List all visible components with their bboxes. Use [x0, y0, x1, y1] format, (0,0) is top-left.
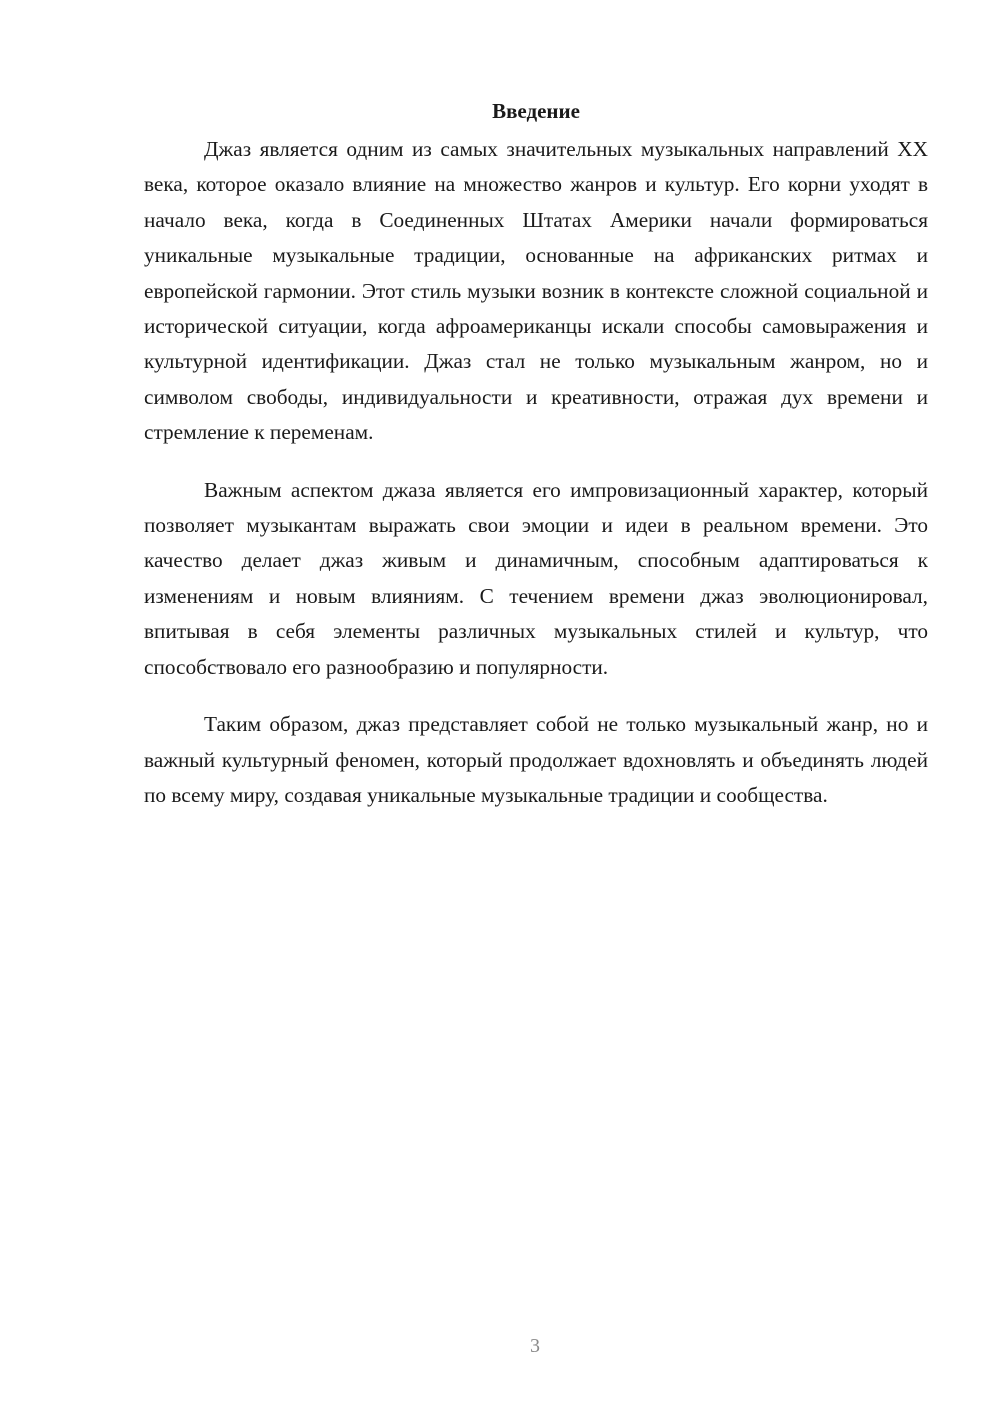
- page-number: 3: [530, 1335, 540, 1357]
- section-heading: Введение: [492, 99, 580, 123]
- page-content: [144, 96, 928, 835]
- paragraph-2: Важным аспектом джаза является его импровизационный характер, который позволяет музыкантам выражать свои эмоции и идеи в реальном времени. Это качество делает джаз живым и динамичным, способным адаптироваться к изменениям и новым влияниям. С течением времени джаз эволюционировал, впитывая в себя элементы различных музыкальных стилей и культур, что способствовало его разнообразию и популярности.: [144, 477, 928, 679]
- paragraph-1: Джаз является одним из самых значительных музыкальных направлений XX века, которое оказало влияние на множество жанров и культур. Его корни уходят в начало века, когда в Соединенных Штатах Америки начали формироваться уникальные музыкальные традиции, основанные на африканских ритмах и европейской гармонии. Этот стиль музыки возник в контексте сложной социальной и исторической ситуации, когда афроамериканцы искали способы самовыражения и культурной идентификации. Джаз стал не только музыкальным жанром, но и символом свободы, индивидуальности и креативности, отражая дух времени и стремление к переменам.: [144, 137, 928, 445]
- paragraph-3: Таким образом, джаз представляет собой не только музыкальный жанр, но и важный культурный феномен, который продолжает вдохновлять и объединять людей по всему миру, создавая уникальные музыкальные традиции и сообщества.: [144, 712, 928, 807]
